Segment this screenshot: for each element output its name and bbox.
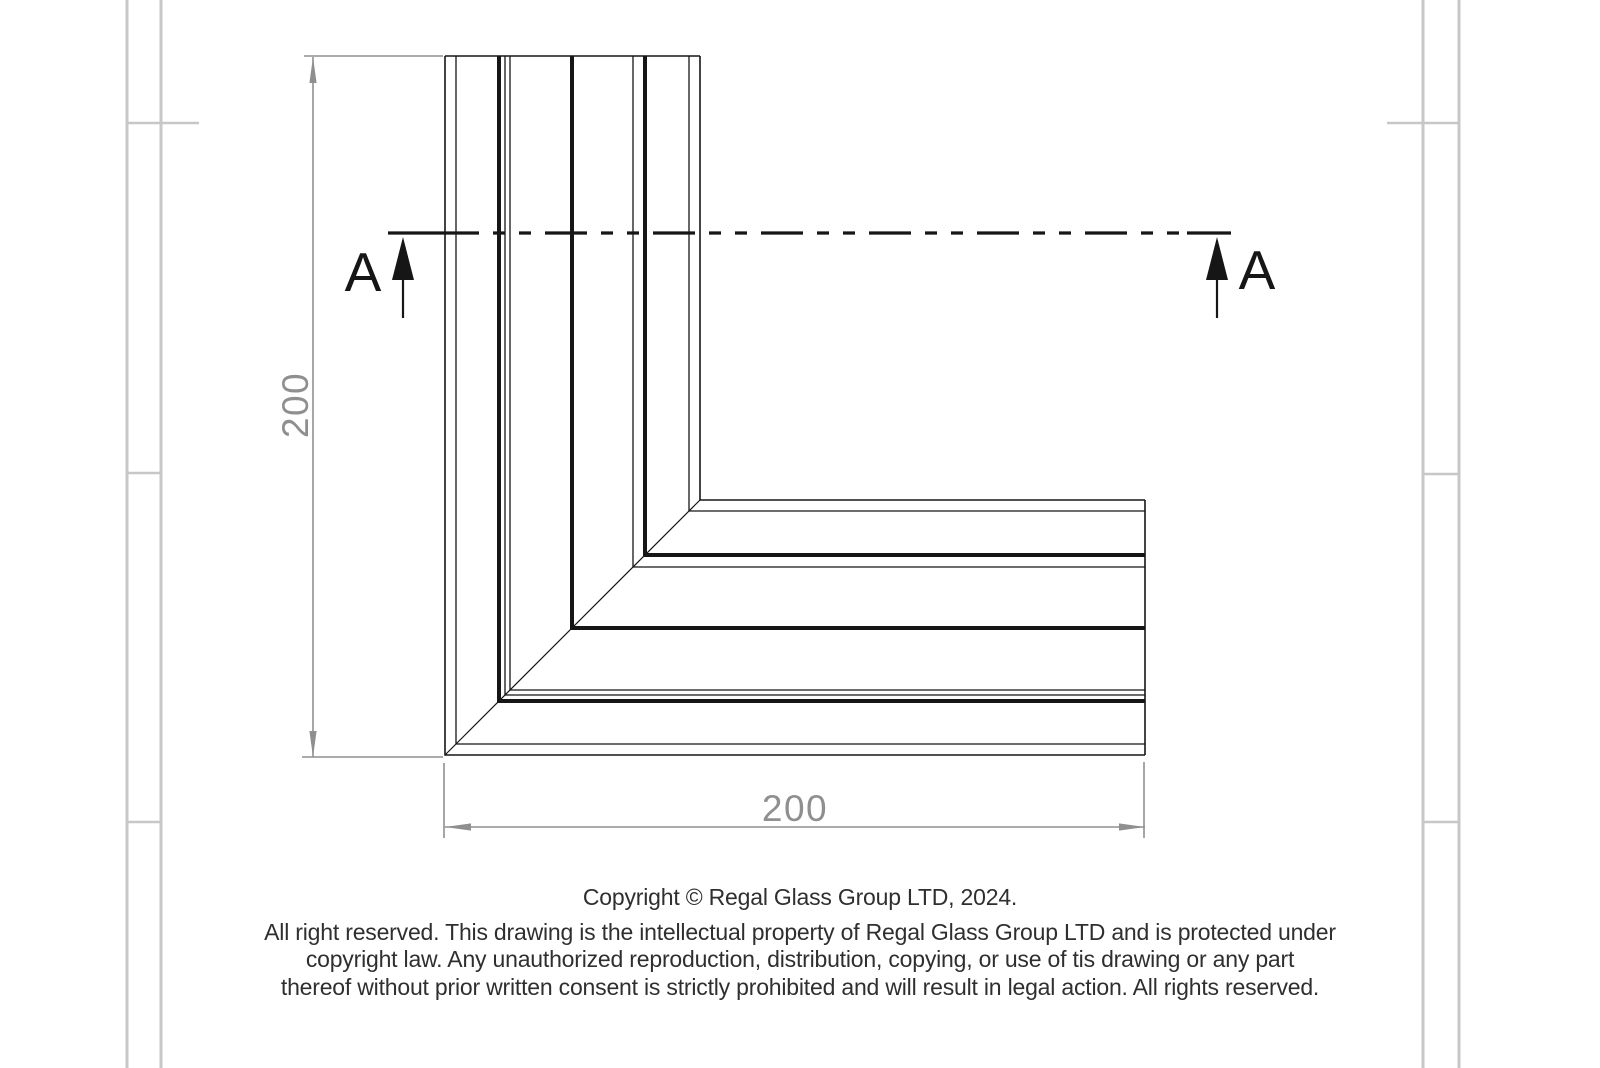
- profile-line: [700, 56, 1145, 500]
- drawing-labels: [275, 239, 1276, 829]
- copyright-line: Copyright © Regal Glass Group LTD, 2024.: [582, 884, 1018, 910]
- profile-line: [633, 56, 1145, 567]
- profile-line: [645, 56, 1145, 555]
- section-label-right: A: [1238, 239, 1276, 301]
- copyright-line: All right reserved. This drawing is the intellectual property of Regal Glass Group LTD and is protected under: [264, 918, 1336, 945]
- section-cut-line: [388, 233, 1231, 318]
- dimension-label-vertical: 200: [275, 371, 316, 439]
- frame-profile: [445, 56, 1145, 755]
- section-label-left: A: [344, 241, 382, 303]
- copyright-line: copyright law. Any unauthorized reproduction, distribution, copying, or use of tis drawing or any part: [305, 946, 1295, 972]
- dimension-label-horizontal: 200: [761, 788, 829, 829]
- dimension-lines: [302, 56, 1145, 838]
- copyright-block: [40, 884, 1560, 1001]
- copyright-line: thereof without prior written consent is strictly prohibited and will result in legal action. All rights reserved.: [280, 973, 1320, 1000]
- profile-line: [689, 56, 1145, 511]
